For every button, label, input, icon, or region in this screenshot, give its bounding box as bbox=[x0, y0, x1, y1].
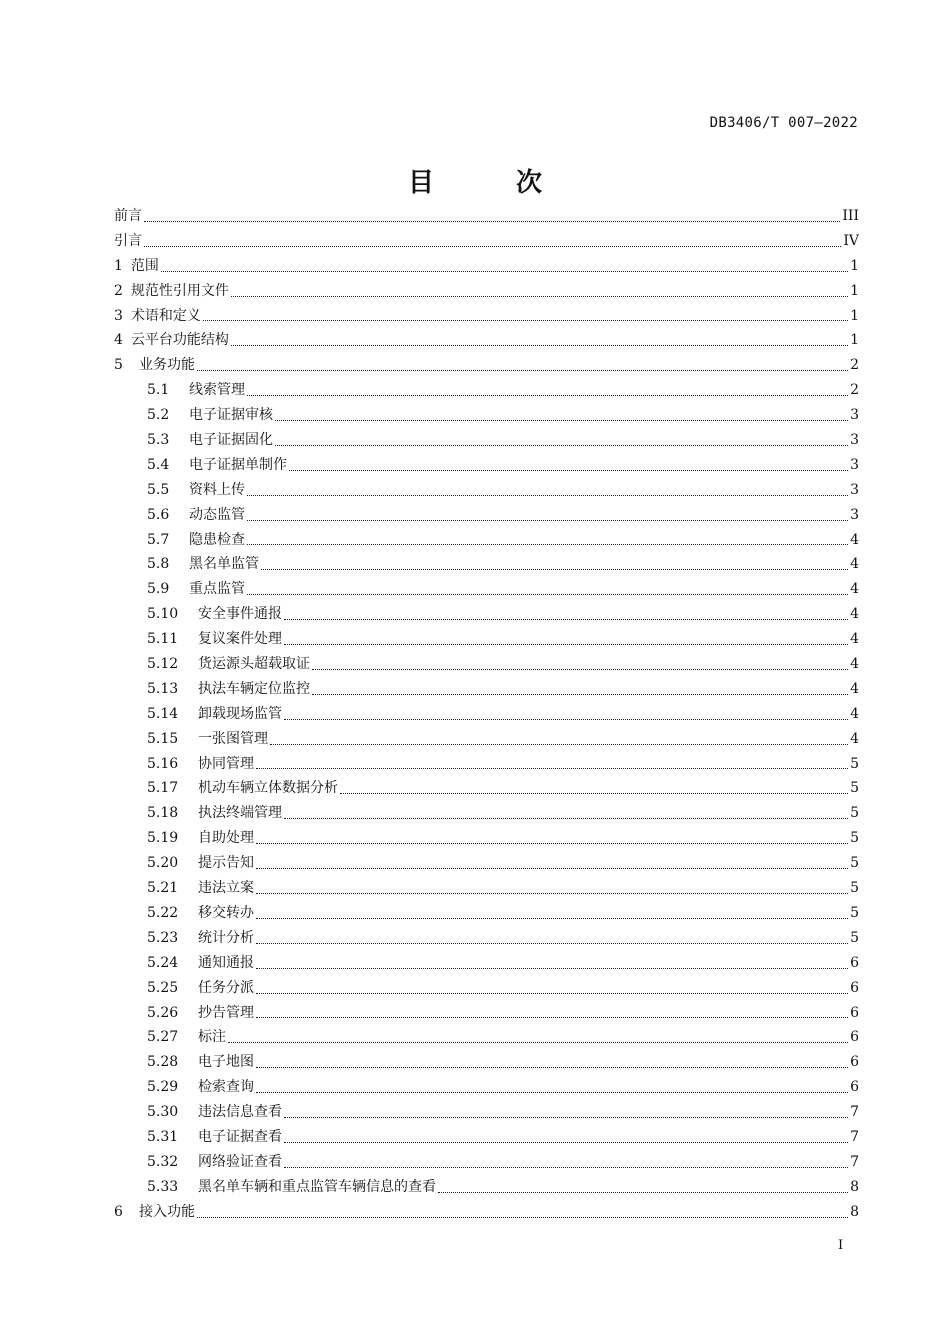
toc-entry[interactable] bbox=[114, 552, 859, 577]
toc-entry[interactable] bbox=[114, 204, 859, 229]
toc-entry-number: 5.3 bbox=[147, 432, 170, 449]
toc-dot-leader bbox=[261, 568, 848, 570]
toc-entry-page: 4 bbox=[850, 556, 859, 573]
toc-entry[interactable] bbox=[114, 528, 859, 553]
toc-entry-label: 电子证据查看 bbox=[198, 1128, 282, 1145]
toc-dot-leader bbox=[161, 270, 848, 272]
toc-entry-number: 5.27 bbox=[147, 1029, 179, 1046]
toc-entry-page: 7 bbox=[850, 1153, 859, 1170]
toc-entry-number: 6 bbox=[114, 1203, 123, 1220]
toc-entry-page: 6 bbox=[850, 1054, 859, 1071]
toc-entry-number: 5.13 bbox=[147, 680, 179, 697]
toc-entry-page: 3 bbox=[850, 432, 859, 449]
toc-entry-label: 云平台功能结构 bbox=[130, 332, 229, 349]
toc-entry-label: 移交转办 bbox=[198, 904, 254, 921]
toc-entry-page: 1 bbox=[850, 282, 859, 299]
toc-entry-number: 5.14 bbox=[147, 705, 179, 722]
toc-entry-page: 3 bbox=[850, 506, 859, 523]
toc-entry-label: 执法终端管理 bbox=[198, 805, 282, 822]
toc-entry-label: 规范性引用文件 bbox=[130, 282, 229, 299]
toc-entry-number: 5.6 bbox=[147, 506, 170, 523]
toc-entry-number: 5.4 bbox=[147, 456, 170, 473]
toc-entry-number: 5.12 bbox=[147, 656, 179, 673]
toc-entry-number: 2 bbox=[114, 282, 123, 299]
toc-dot-leader bbox=[256, 842, 848, 844]
toc-dot-leader bbox=[256, 1016, 848, 1018]
toc-entry-page: 5 bbox=[850, 855, 859, 872]
toc-entry-page: 3 bbox=[850, 456, 859, 473]
toc-entry-label: 违法信息查看 bbox=[198, 1104, 282, 1121]
toc-entry-number: 5.32 bbox=[147, 1153, 179, 1170]
toc-entry-page: 4 bbox=[850, 730, 859, 747]
toc-entry-number: 5.33 bbox=[147, 1178, 179, 1195]
toc-entry-label: 资料上传 bbox=[189, 481, 245, 498]
toc-entry-label: 重点监管 bbox=[189, 581, 245, 598]
toc-dot-leader bbox=[284, 643, 848, 645]
toc-dot-leader bbox=[144, 220, 840, 222]
toc-entry-page: 1 bbox=[850, 332, 859, 349]
toc-entry[interactable] bbox=[114, 453, 859, 478]
toc-entry-label: 引言 bbox=[114, 232, 142, 249]
toc-entry-label: 复议案件处理 bbox=[198, 631, 282, 648]
toc-entry[interactable] bbox=[114, 876, 859, 901]
toc-entry[interactable] bbox=[114, 1075, 859, 1100]
toc-dot-leader bbox=[256, 917, 848, 919]
toc-entry-page: 4 bbox=[850, 581, 859, 598]
toc-entry-page: 5 bbox=[850, 805, 859, 822]
toc-entry[interactable] bbox=[114, 279, 859, 304]
toc-entry-page: 2 bbox=[850, 382, 859, 399]
toc-entry-page: 5 bbox=[850, 904, 859, 921]
toc-entry-label: 机动车辆立体数据分析 bbox=[198, 780, 338, 797]
toc-dot-leader bbox=[256, 892, 848, 894]
toc-entry-number: 5 bbox=[114, 357, 123, 374]
toc-entry-label: 抄告管理 bbox=[198, 1004, 254, 1021]
toc-entry-page: 1 bbox=[850, 307, 859, 324]
toc-dot-leader bbox=[203, 319, 848, 321]
toc-entry[interactable] bbox=[114, 304, 859, 329]
toc-entry[interactable] bbox=[114, 801, 859, 826]
toc-entry[interactable] bbox=[114, 1150, 859, 1175]
toc-entry-page: 2 bbox=[850, 357, 859, 374]
toc-entry[interactable] bbox=[114, 1175, 859, 1200]
toc-entry[interactable] bbox=[114, 652, 859, 677]
toc-entry-page: 8 bbox=[850, 1203, 859, 1220]
toc-entry-page: 6 bbox=[850, 1029, 859, 1046]
toc-entry[interactable] bbox=[114, 627, 859, 652]
toc-entry-label: 网络验证查看 bbox=[198, 1153, 282, 1170]
toc-entry-label: 电子证据固化 bbox=[189, 432, 273, 449]
toc-entry[interactable] bbox=[114, 577, 859, 602]
toc-entry-page: 3 bbox=[850, 407, 859, 424]
toc-entry-label: 业务功能 bbox=[139, 357, 195, 374]
toc-entry-page: 3 bbox=[850, 481, 859, 498]
toc-entry[interactable] bbox=[114, 428, 859, 453]
toc-entry-number: 5.31 bbox=[147, 1128, 179, 1145]
toc-dot-leader bbox=[284, 817, 848, 819]
toc-entry-number: 5.21 bbox=[147, 880, 179, 897]
toc-entry-page: 1 bbox=[850, 257, 859, 274]
toc-entry[interactable] bbox=[114, 1125, 859, 1150]
page-number: I bbox=[838, 1238, 844, 1253]
toc-entry[interactable] bbox=[114, 328, 859, 353]
toc-dot-leader bbox=[438, 1191, 848, 1193]
toc-entry-number: 5.1 bbox=[147, 382, 170, 399]
toc-dot-leader bbox=[256, 967, 848, 969]
toc-entry-page: 5 bbox=[850, 780, 859, 797]
toc-entry-label: 范围 bbox=[130, 257, 159, 274]
toc-entry[interactable] bbox=[114, 353, 859, 378]
toc-entry-label: 隐患检查 bbox=[189, 531, 245, 548]
toc-dot-leader bbox=[256, 767, 848, 769]
toc-entry-page: 4 bbox=[850, 606, 859, 623]
toc-entry-number: 5.29 bbox=[147, 1079, 179, 1096]
toc-title: 目 次 bbox=[407, 168, 570, 198]
toc-entry-number: 5.26 bbox=[147, 1004, 179, 1021]
toc-entry-number: 5.18 bbox=[147, 805, 179, 822]
toc-entry-page: 7 bbox=[850, 1128, 859, 1145]
toc-dot-leader bbox=[284, 718, 848, 720]
toc-entry-page: 4 bbox=[850, 531, 859, 548]
toc-entry[interactable] bbox=[114, 254, 859, 279]
toc-entry-number: 4 bbox=[114, 332, 123, 349]
toc-entry-label: 安全事件通报 bbox=[198, 606, 282, 623]
toc-entry[interactable] bbox=[114, 901, 859, 926]
toc-dot-leader bbox=[256, 942, 848, 944]
toc-entry-page: 5 bbox=[850, 880, 859, 897]
toc-entry-page: 5 bbox=[850, 830, 859, 847]
toc-entry-label: 电子地图 bbox=[198, 1054, 254, 1071]
toc-dot-leader bbox=[256, 992, 848, 994]
toc-entry-number: 5.11 bbox=[147, 631, 179, 648]
toc-entry-number: 5.17 bbox=[147, 780, 179, 797]
toc-entry-page: 4 bbox=[850, 680, 859, 697]
toc-entry-label: 动态监管 bbox=[189, 506, 245, 523]
table-of-contents bbox=[114, 204, 859, 1225]
toc-entry-label: 一张图管理 bbox=[198, 730, 268, 747]
toc-entry[interactable] bbox=[114, 378, 859, 403]
toc-entry-number: 5.19 bbox=[147, 830, 179, 847]
toc-dot-leader bbox=[247, 519, 848, 521]
toc-entry-label: 线索管理 bbox=[189, 382, 245, 399]
toc-dot-leader bbox=[340, 792, 848, 794]
toc-entry[interactable] bbox=[114, 776, 859, 801]
toc-dot-leader bbox=[312, 668, 848, 670]
toc-entry-page: 6 bbox=[850, 1004, 859, 1021]
toc-dot-leader bbox=[284, 1141, 848, 1143]
toc-entry-page: 6 bbox=[850, 1079, 859, 1096]
toc-entry-page: 8 bbox=[850, 1178, 859, 1195]
toc-entry[interactable] bbox=[114, 1025, 859, 1050]
toc-entry-number: 5.7 bbox=[147, 531, 170, 548]
toc-entry[interactable] bbox=[114, 826, 859, 851]
toc-entry-label: 任务分派 bbox=[198, 979, 254, 996]
toc-dot-leader bbox=[256, 1091, 848, 1093]
toc-entry[interactable] bbox=[114, 702, 859, 727]
toc-dot-leader bbox=[247, 593, 848, 595]
toc-entry-number: 5.25 bbox=[147, 979, 179, 996]
toc-entry-label: 货运源头超载取证 bbox=[198, 656, 310, 673]
toc-entry-page: 4 bbox=[850, 631, 859, 648]
toc-entry[interactable] bbox=[114, 926, 859, 951]
toc-entry-label: 检索查询 bbox=[198, 1079, 254, 1096]
toc-entry-number: 5.30 bbox=[147, 1104, 179, 1121]
toc-entry[interactable] bbox=[114, 1001, 859, 1026]
toc-entry-label: 违法立案 bbox=[198, 880, 254, 897]
toc-entry-label: 卸载现场监管 bbox=[198, 705, 282, 722]
toc-entry-label: 电子证据审核 bbox=[189, 407, 273, 424]
toc-entry-number: 5.9 bbox=[147, 581, 170, 598]
toc-entry-label: 协同管理 bbox=[198, 755, 254, 772]
toc-entry[interactable] bbox=[114, 1050, 859, 1075]
toc-entry-number: 5.28 bbox=[147, 1054, 179, 1071]
toc-entry-label: 黑名单监管 bbox=[189, 556, 259, 573]
toc-entry-label: 接入功能 bbox=[139, 1203, 195, 1220]
toc-entry-label: 前言 bbox=[114, 208, 142, 224]
toc-entry-label: 统计分析 bbox=[198, 929, 254, 946]
toc-dot-leader bbox=[284, 1116, 848, 1118]
toc-entry-page: 4 bbox=[850, 705, 859, 722]
toc-entry[interactable] bbox=[114, 727, 859, 752]
toc-entry[interactable] bbox=[114, 951, 859, 976]
toc-entry[interactable] bbox=[114, 229, 859, 254]
toc-entry-number: 1 bbox=[114, 257, 123, 274]
toc-entry[interactable] bbox=[114, 1100, 859, 1125]
toc-entry-page: 7 bbox=[850, 1104, 859, 1121]
toc-dot-leader bbox=[247, 543, 848, 545]
toc-dot-leader bbox=[289, 469, 848, 471]
toc-entry-label: 提示告知 bbox=[198, 855, 254, 872]
toc-entry-number: 5.10 bbox=[147, 606, 179, 623]
toc-entry-number: 5.2 bbox=[147, 407, 170, 424]
toc-entry-number: 5.16 bbox=[147, 755, 179, 772]
toc-entry-number: 5.15 bbox=[147, 730, 179, 747]
toc-entry-page: 5 bbox=[850, 929, 859, 946]
toc-entry-page: 6 bbox=[850, 954, 859, 971]
toc-dot-leader bbox=[275, 419, 848, 421]
toc-entry[interactable] bbox=[114, 976, 859, 1001]
toc-entry-number: 5.24 bbox=[147, 954, 179, 971]
toc-dot-leader bbox=[197, 1216, 848, 1218]
toc-entry[interactable] bbox=[114, 478, 859, 503]
toc-entry-label: 执法车辆定位监控 bbox=[198, 680, 310, 697]
toc-entry-label: 术语和定义 bbox=[130, 307, 201, 324]
toc-entry[interactable] bbox=[114, 752, 859, 777]
toc-entry-page: 5 bbox=[850, 755, 859, 772]
toc-dot-leader bbox=[275, 444, 848, 446]
toc-entry-page: 6 bbox=[850, 979, 859, 996]
toc-entry-label: 电子证据单制作 bbox=[189, 456, 287, 473]
toc-dot-leader bbox=[270, 743, 848, 745]
toc-dot-leader bbox=[256, 1066, 848, 1068]
toc-entry-page: IV bbox=[843, 232, 859, 249]
toc-entry-number: 5.23 bbox=[147, 929, 179, 946]
toc-entry[interactable] bbox=[114, 1200, 859, 1225]
toc-dot-leader bbox=[197, 369, 848, 371]
toc-dot-leader bbox=[284, 618, 848, 620]
document-code: DB3406/T 007—2022 bbox=[709, 115, 858, 131]
toc-entry[interactable] bbox=[114, 403, 859, 428]
toc-entry[interactable] bbox=[114, 851, 859, 876]
toc-entry-number: 5.5 bbox=[147, 481, 170, 498]
toc-dot-leader bbox=[312, 693, 848, 695]
toc-entry-number: 3 bbox=[114, 307, 123, 324]
toc-entry-page: 4 bbox=[850, 656, 859, 673]
toc-entry[interactable] bbox=[114, 503, 859, 528]
toc-entry-number: 5.8 bbox=[147, 556, 170, 573]
toc-entry-label: 黑名单车辆和重点监管车辆信息的查看 bbox=[198, 1178, 436, 1195]
toc-entry-number: 5.20 bbox=[147, 855, 179, 872]
toc-entry-page: III bbox=[842, 208, 859, 224]
toc-dot-leader bbox=[144, 245, 841, 247]
toc-dot-leader bbox=[231, 295, 848, 297]
toc-entry-number: 5.22 bbox=[147, 904, 179, 921]
toc-entry-label: 通知通报 bbox=[198, 954, 254, 971]
toc-dot-leader bbox=[231, 344, 848, 346]
toc-entry[interactable] bbox=[114, 677, 859, 702]
toc-dot-leader bbox=[247, 394, 848, 396]
toc-dot-leader bbox=[256, 867, 848, 869]
toc-entry-label: 自助处理 bbox=[198, 830, 254, 847]
toc-dot-leader bbox=[284, 1166, 848, 1168]
toc-entry[interactable] bbox=[114, 602, 859, 627]
toc-dot-leader bbox=[247, 494, 848, 496]
toc-entry-label: 标注 bbox=[198, 1029, 226, 1046]
toc-dot-leader bbox=[228, 1041, 848, 1043]
